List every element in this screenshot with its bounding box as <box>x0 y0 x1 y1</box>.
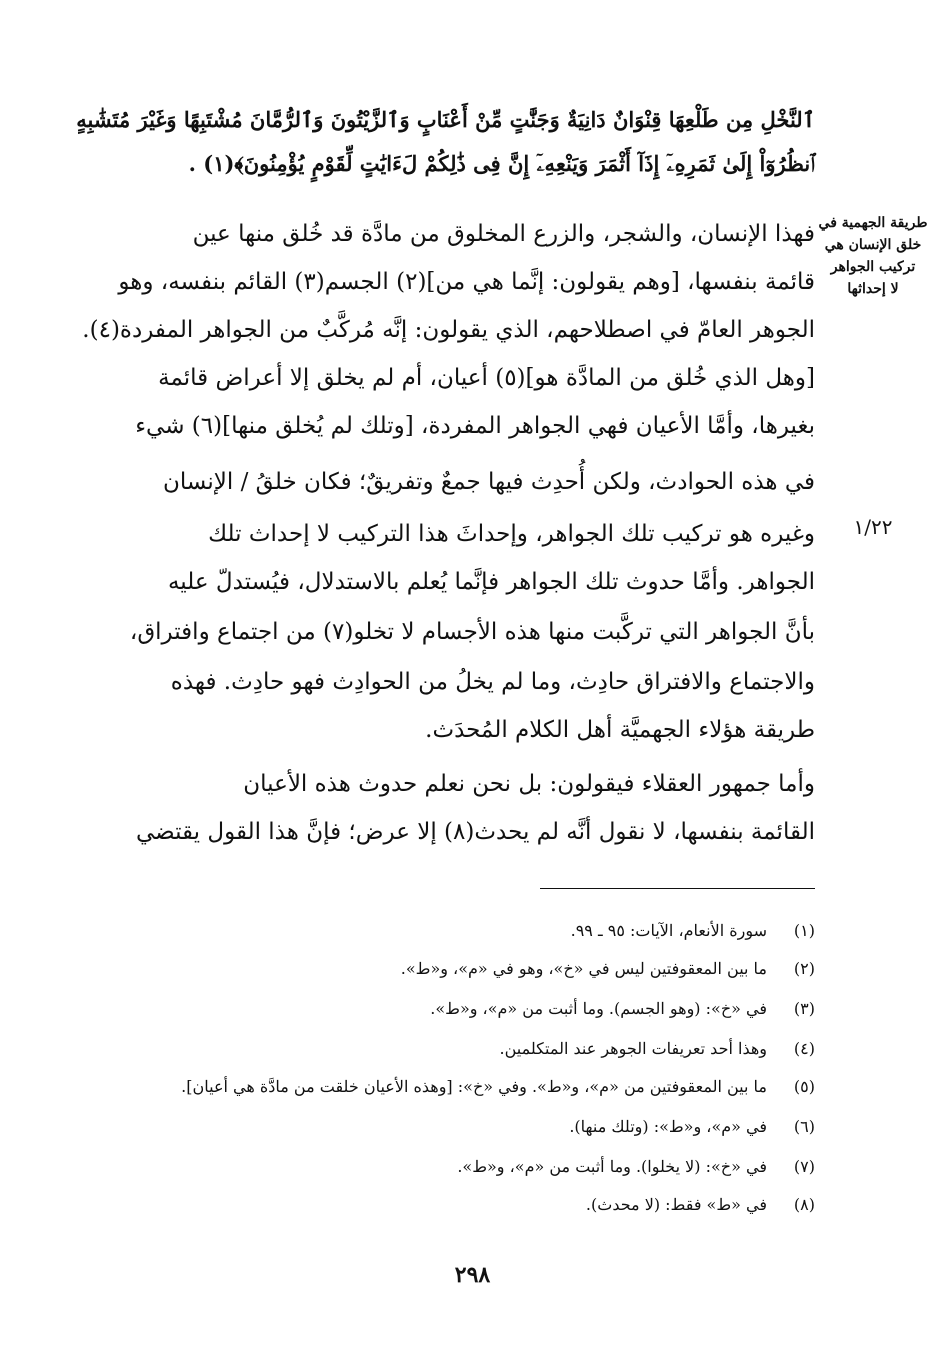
footnote-number: (١) <box>793 921 815 940</box>
footnote-text: في «خ»: (وهو الجسم). وما أثبت من «م»، و«ط». <box>430 999 767 1018</box>
footnote <box>100 1114 815 1140</box>
footnote-number: (٦) <box>793 1117 815 1136</box>
quran-verse-line-1: ٱلنَّخْلِ مِن طَلْعِهَا قِنْوَانٌ دَانِيَةٌ وَجَنَّٰتٍ مِّنْ أَعْنَابٍ وَٱلزَّيْتُونَ وَٱلرُّمَّانَ مُشْتَبِهًا وَغَيْرَ مُتَشَٰبِهٍ <box>76 107 815 132</box>
footnote-number: (٤) <box>793 1039 815 1058</box>
body-line: القائمة بنفسها، لا نقول أنَّه لم يحدث(٨) إلا عرض؛ فإنَّ هذا القول يقتضي <box>135 819 815 845</box>
footnote-text: ما بين المعقوفتين ليس في «خ»، وهو في «م»، و«ط». <box>400 959 767 978</box>
margin-note-line: لا إحداثها <box>847 281 899 297</box>
body-line: بغيرها، وأمَّا الأعيان فهي الجواهر المفردة، [وتلك لم يُخلق منها](٦) شيء <box>135 413 815 439</box>
footnote-text: ما بين المعقوفتين من «م»، و«ط». وفي «خ»: [وهذه الأعيان خلقت من مادَّة هي أعيان]. <box>181 1077 767 1096</box>
body-line: الجوهر العامّ في اصطلاحهم، الذي يقولون: إنَّه مُركَّبٌ من الجواهر المفردة(٤). <box>82 317 815 343</box>
footnote-number: (٨) <box>793 1195 815 1214</box>
footnote-text: وهذا أحد تعريفات الجوهر عند المتكلمين. <box>499 1039 767 1058</box>
footnote <box>100 1074 815 1100</box>
body-line: الجواهر. وأمَّا حدوث تلك الجواهر فإنَّما يُعلم بالاستدلال، فيُستدلّ عليه <box>167 569 815 595</box>
body-line: بأنَّ الجواهر التي تركَّبت منها هذه الأجسام لا تخلو(٧) من اجتماع وافتراق، <box>129 619 815 645</box>
footnote-number: (٣) <box>793 999 815 1018</box>
margin-note-line: تركيب الجواهر <box>830 259 916 275</box>
footnote-text: في «ط» فقط: (لا محدث). <box>585 1195 767 1214</box>
footnote <box>100 1036 815 1062</box>
footnote-separator <box>540 888 815 889</box>
footnote <box>100 956 815 982</box>
body-line: قائمة بنفسها، [وهم يقولون: إنَّما هي من](٢) الجسم(٣) القائم بنفسه، وهو <box>118 269 815 295</box>
footnote-number: (٢) <box>793 959 815 978</box>
margin-note-line: خلق الإنسان هي <box>824 237 922 253</box>
footnote-number: (٧) <box>793 1157 815 1176</box>
footnote <box>100 1154 815 1180</box>
quran-verse-line-2: ٱنظُرُوٓاْ إِلَىٰ ثَمَرِهِۦٓ إِذَآ أَثْمَرَ وَيَنْعِهِۦٓ إِنَّ فِى ذَٰلِكُمْ لَءَايَٰتٍ لِّقَوْمٍ يُؤْمِنُونَ﴾(١) . <box>188 151 815 176</box>
footnote-text: سورة الأنعام، الآيات: ٩٥ ـ ٩٩. <box>570 921 767 940</box>
footnote <box>100 1192 815 1218</box>
margin-volume-page-ref: ١/٢٢ <box>853 515 893 539</box>
body-line: وأما جمهور العقلاء فيقولون: بل نحن نعلم حدوث هذه الأعيان <box>243 771 815 797</box>
body-line: في هذه الحوادث، ولكن أُحدِث فيها جمعٌ وتفريقٌ؛ فكان خلقُ / الإنسان <box>162 469 815 495</box>
footnote-text: في «م»، و«ط»: (وتلك منها). <box>569 1117 767 1136</box>
body-line: وغيره هو تركيب تلك الجواهر، وإحداثَ هذا التركيب لا إحداث تلك <box>208 521 815 547</box>
margin-note <box>818 212 928 300</box>
footnote-number: (٥) <box>793 1077 815 1096</box>
body-line: طريقة هؤلاء الجهميَّة أهل الكلام المُحدَث. <box>425 717 815 743</box>
body-line: [وهل الذي خُلق من المادَّة هو](٥) أعيان، أم لم يخلق إلا أعراض قائمة <box>158 365 815 391</box>
footnote <box>100 996 815 1022</box>
body-line: فهذا الإنسان، والشجر، والزرع المخلوق من مادَّة قد خُلق منها عين <box>192 221 815 247</box>
page-number: ٢٩٨ <box>454 1262 491 1288</box>
body-line: والاجتماع والافتراق حادِث، وما لم يخلُ من الحوادِث فهو حادِث. فهذه <box>170 669 815 695</box>
footnote <box>100 918 815 944</box>
margin-note-line: طريقة الجهمية في <box>818 215 928 231</box>
footnote-text: في «خ»: (لا يخلوا). وما أثبت من «م»، و«ط». <box>457 1157 767 1176</box>
